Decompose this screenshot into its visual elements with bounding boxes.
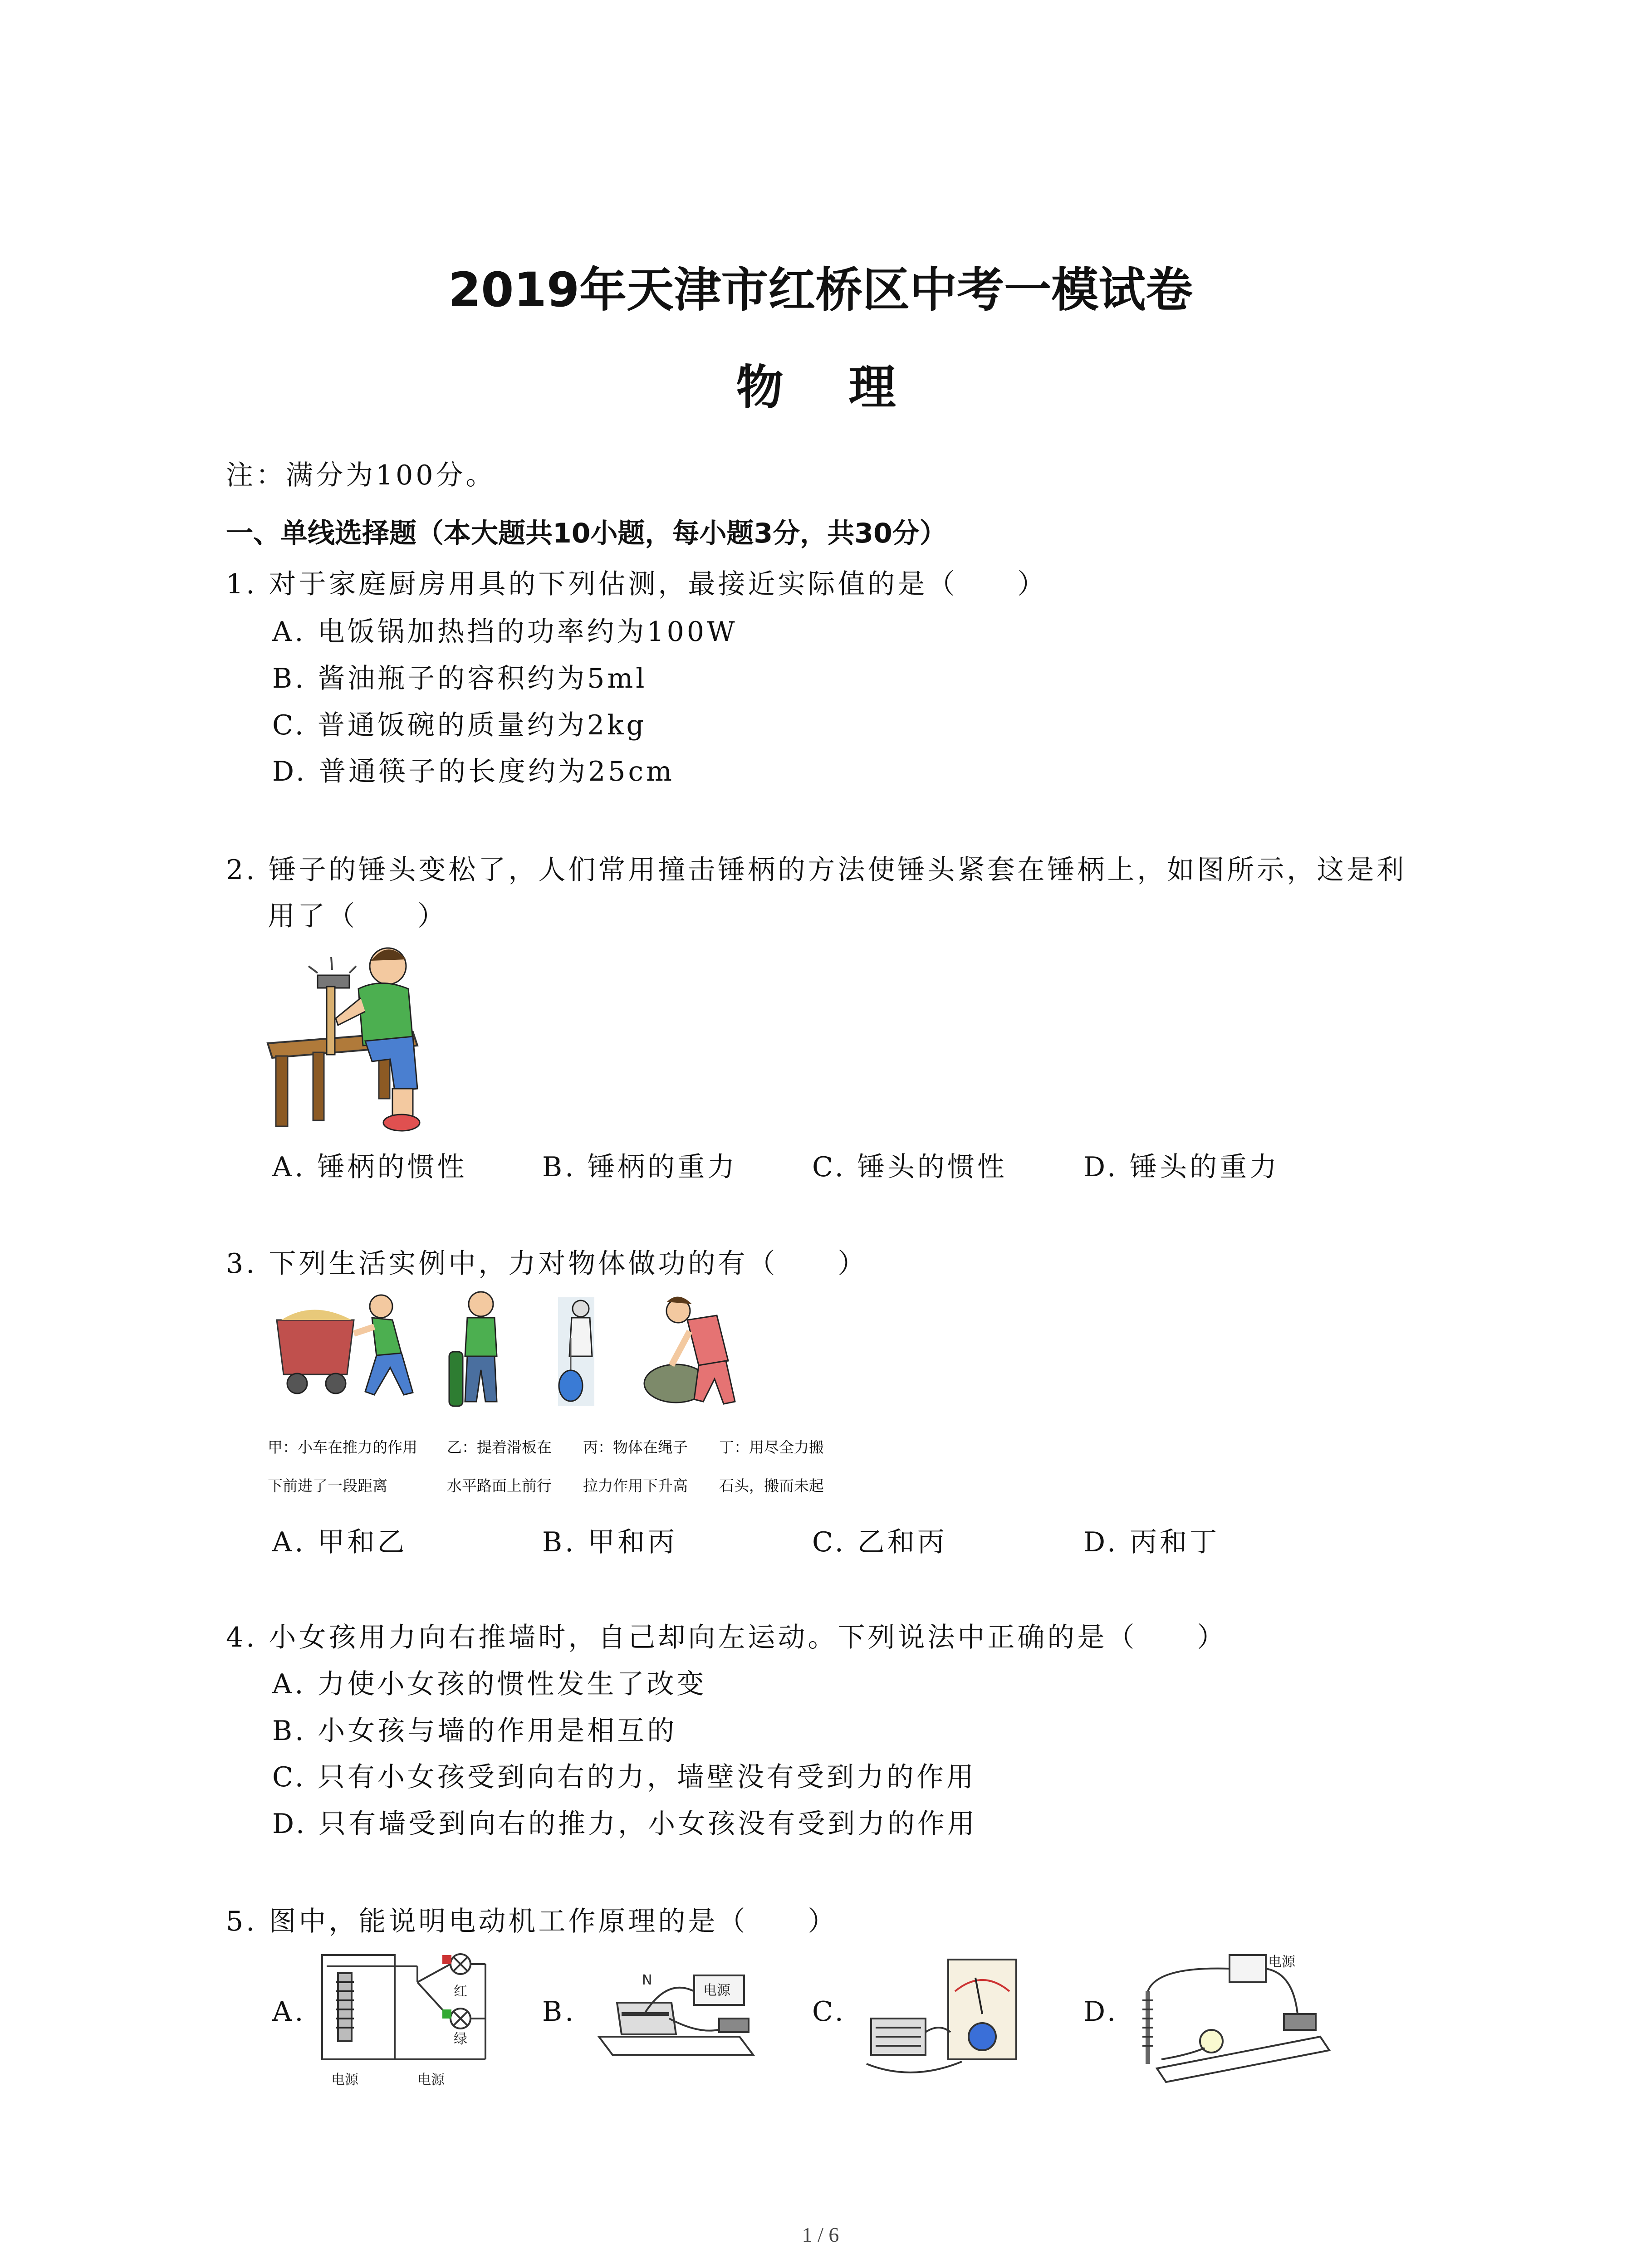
score-note: 注：满分为100分。 (226, 459, 496, 491)
q4-option-b: B. 小女孩与墙的作用是相互的 (272, 1715, 677, 1747)
q1-stem: 1. 对于家庭厨房用具的下列估测，最接近实际值的是（ ） (226, 568, 1048, 600)
work-examples-illustration (268, 1288, 830, 1424)
q3-option-b: B. 甲和丙 (542, 1526, 678, 1558)
induction-setup-figure (590, 1960, 771, 2077)
q5-stem: 5. 图中，能说明电动机工作原理的是（ ） (226, 1906, 838, 1937)
q3-option-d: D. 丙和丁 (1083, 1526, 1220, 1558)
q3-option-c: C. 乙和丙 (812, 1526, 947, 1558)
skateboard-carry-figure (449, 1292, 497, 1406)
q3-option-a: A. 甲和乙 (272, 1526, 407, 1558)
hammer-bench-illustration (263, 939, 463, 1139)
magnet-pole-label: N (642, 1972, 652, 1988)
cart-push-figure (277, 1295, 413, 1395)
q2-option-a: A. 锤柄的惯性 (272, 1151, 467, 1183)
page-number: 1 / 6 (802, 2223, 839, 2246)
power-label-1: 电源 (331, 2072, 358, 2088)
q1-option-b: B. 酱油瓶子的容积约为5ml (272, 663, 647, 694)
q3-caption-ding-1: 丁：用尽全力搬 (719, 1438, 824, 1456)
q2-stem-line1: 2. 锤子的锤头变松了，人们常用撞击锤柄的方法使锤头紧套在锤柄上，如图所示，这是利 (226, 854, 1407, 886)
q4-stem: 4. 小女孩用力向右推墙时，自己却向左运动。下列说法中正确的是（ ） (226, 1622, 1227, 1653)
q2-option-b: B. 锤柄的重力 (542, 1151, 738, 1183)
q2-stem-line2: 用了（ ） (268, 900, 447, 932)
section-heading: 一、单线选择题（本大题共10小题，每小题3分，共30分） (226, 518, 947, 549)
q3-caption-ding-2: 石头，搬而未起 (719, 1477, 824, 1495)
subject-title: 物 理 (736, 360, 905, 415)
q3-caption-jia-1: 甲：小车在推力的作用 (268, 1438, 417, 1456)
q1-option-c: C. 普通饭碗的质量约为2kg (272, 709, 647, 741)
q1-option-a: A. 电饭锅加热挡的功率约为100W (272, 616, 738, 648)
q3-stem: 3. 下列生活实例中，力对物体做功的有（ ） (226, 1248, 868, 1280)
q1-option-d: D. 普通筷子的长度约为25cm (272, 756, 675, 787)
q3-caption-bing-2: 拉力作用下升高 (583, 1477, 688, 1495)
electromagnet-switch-figure (1130, 1946, 1338, 2087)
red-lamp-label: 红 (454, 1984, 467, 1999)
q4-option-a: A. 力使小女孩的惯性发生了改变 (272, 1668, 707, 1700)
q4-option-c: C. 只有小女孩受到向右的力，墙壁没有受到力的作用 (272, 1761, 976, 1793)
power-label-2: 电源 (417, 2072, 445, 2088)
rope-lift-figure (558, 1297, 594, 1406)
q3-caption-jia-2: 下前进了一段距离 (268, 1477, 387, 1495)
q3-caption-bing-1: 丙：物体在绳子 (583, 1438, 688, 1456)
green-lamp-label: 绿 (454, 2031, 467, 2047)
exam-title: 2019年天津市红桥区中考一模试卷 (448, 262, 1193, 318)
q5-option-b: B. (542, 1996, 577, 2028)
relay-circuit-figure (313, 1946, 495, 2091)
q5-option-d: D. (1083, 1996, 1119, 2028)
stone-lift-figure (644, 1297, 735, 1404)
q3-caption-yi-2: 水平路面上前行 (447, 1477, 552, 1495)
q2-option-d: D. 锤头的重力 (1083, 1151, 1280, 1183)
q4-option-d: D. 只有墙受到向右的推力，小女孩没有受到力的作用 (272, 1808, 978, 1840)
q3-caption-yi-1: 乙：提着滑板在 (447, 1438, 552, 1456)
q5-option-c: C. (812, 1996, 846, 2028)
q2-option-c: C. 锤头的惯性 (812, 1151, 1007, 1183)
power-label-b: 电源 (703, 1983, 730, 1999)
power-label-d: 电源 (1268, 1954, 1295, 1970)
galvanometer-figure (857, 1950, 1039, 2087)
q5-option-a: A. (272, 1996, 306, 2028)
